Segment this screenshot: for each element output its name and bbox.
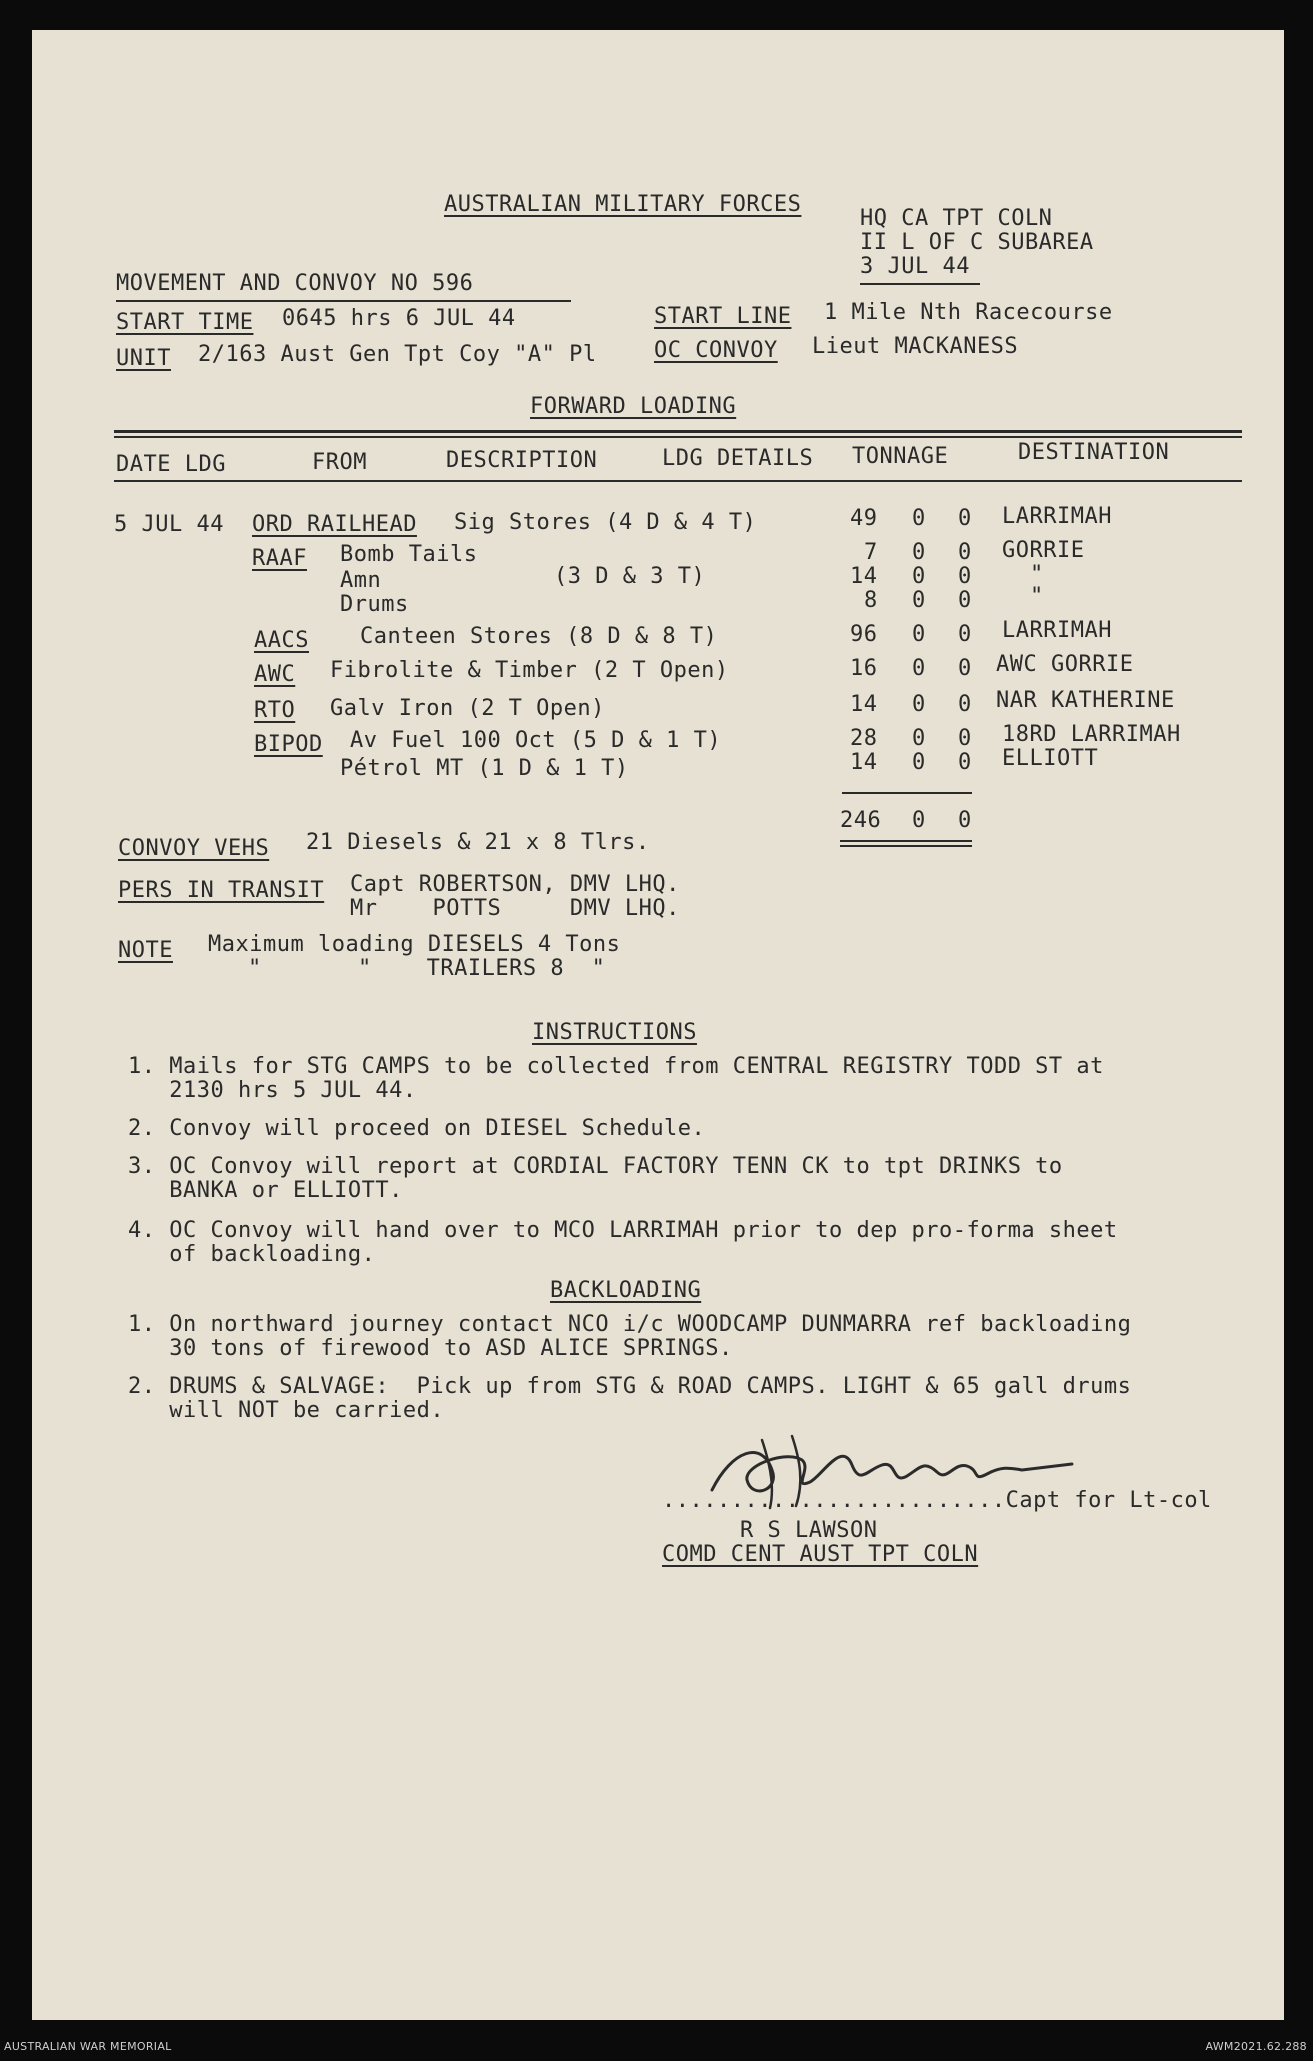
row-tons: 7 bbox=[864, 540, 878, 565]
hq-date: 3 JUL 44 bbox=[860, 254, 970, 279]
row-dest: " bbox=[1030, 584, 1044, 609]
row-dest: NAR KATHERINE bbox=[996, 688, 1175, 713]
row-from: BIPOD bbox=[254, 732, 323, 757]
row-cwt: 0 bbox=[912, 564, 926, 589]
row-cwt: 0 bbox=[912, 622, 926, 647]
row-desc: Drums bbox=[340, 592, 409, 617]
row-tons: 8 bbox=[864, 588, 878, 613]
row-cwt: 0 bbox=[912, 588, 926, 613]
start-line-value: 1 Mile Nth Racecourse bbox=[824, 300, 1113, 325]
row-qtr: 0 bbox=[958, 750, 972, 775]
row-tons: 49 bbox=[850, 506, 878, 531]
instructions-heading: INSTRUCTIONS bbox=[532, 1020, 697, 1045]
col-description: DESCRIPTION bbox=[446, 448, 598, 473]
backloading-line: 30 tons of firewood to ASD ALICE SPRINGS. bbox=[128, 1336, 733, 1361]
start-line-label: START LINE bbox=[654, 304, 792, 329]
row-qtr: 0 bbox=[958, 588, 972, 613]
instruction-line: 1. Mails for STG CAMPS to be collected from CENTRAL REGISTRY TODD ST at bbox=[128, 1054, 1104, 1079]
col-date-ldg: DATE LDG bbox=[116, 452, 226, 477]
table-top-rule-2 bbox=[114, 436, 1242, 438]
note-line-1: Maximum loading DIESELS 4 Tons bbox=[208, 932, 621, 957]
document-title: AUSTRALIAN MILITARY FORCES bbox=[444, 192, 802, 217]
table-header-rule bbox=[114, 480, 1242, 482]
row-tons: 14 bbox=[850, 564, 878, 589]
instruction-line: 2130 hrs 5 JUL 44. bbox=[128, 1078, 417, 1103]
hq-line-1: HQ CA TPT COLN bbox=[860, 206, 1053, 231]
row-detail: (3 D & 3 T) bbox=[554, 564, 706, 589]
convoy-vehs-value: 21 Diesels & 21 x 8 Tlrs. bbox=[306, 830, 650, 855]
backloading-line: will NOT be carried. bbox=[128, 1398, 445, 1423]
total-cwt: 0 bbox=[912, 808, 926, 833]
instruction-line: BANKA or ELLIOTT. bbox=[128, 1178, 403, 1203]
row-qtr: 0 bbox=[958, 656, 972, 681]
row-dest: ELLIOTT bbox=[1002, 746, 1099, 771]
row-desc: Sig Stores (4 D & 4 T) bbox=[454, 510, 757, 535]
row-dest: LARRIMAH bbox=[1002, 618, 1112, 643]
unit-label: UNIT bbox=[116, 346, 171, 371]
start-time-label: START TIME bbox=[116, 310, 254, 335]
row-desc: Fibrolite & Timber (2 T Open) bbox=[330, 658, 729, 683]
row-qtr: 0 bbox=[958, 726, 972, 751]
row-dest: GORRIE bbox=[1002, 538, 1085, 563]
row-from: AACS bbox=[254, 628, 309, 653]
total-tons: 246 bbox=[840, 808, 882, 833]
row-cwt: 0 bbox=[912, 656, 926, 681]
row-qtr: 0 bbox=[958, 692, 972, 717]
row-from: ORD RAILHEAD bbox=[252, 512, 417, 537]
signatory-title: COMD CENT AUST TPT COLN bbox=[662, 1542, 979, 1567]
convoy-vehs-label: CONVOY VEHS bbox=[118, 836, 270, 861]
row-desc: Canteen Stores (8 D & 8 T) bbox=[360, 624, 718, 649]
row-desc: Pétrol MT (1 D & 1 T) bbox=[340, 756, 629, 781]
row-qtr: 0 bbox=[958, 564, 972, 589]
total-bottom-rule bbox=[840, 840, 972, 842]
row-dest: 18RD LARRIMAH bbox=[1002, 722, 1181, 747]
backloading-line: 2. DRUMS & SALVAGE: Pick up from STG & ROAD CAMPS. LIGHT & 65 gall drums bbox=[128, 1374, 1132, 1399]
col-destination: DESTINATION bbox=[1018, 440, 1170, 465]
row-qtr: 0 bbox=[958, 622, 972, 647]
col-tonnage: TONNAGE bbox=[852, 444, 949, 469]
start-time-value: 0645 hrs 6 JUL 44 bbox=[282, 306, 516, 331]
row-qtr: 0 bbox=[958, 540, 972, 565]
footer-institution: AUSTRALIAN WAR MEMORIAL bbox=[4, 2040, 172, 2053]
instruction-line: 4. OC Convoy will hand over to MCO LARRIMAH prior to dep pro-forma sheet bbox=[128, 1218, 1118, 1243]
note-label: NOTE bbox=[118, 938, 173, 963]
row-desc: Amn bbox=[340, 568, 382, 593]
row-tons: 16 bbox=[850, 656, 878, 681]
oc-convoy-value: Lieut MACKANESS bbox=[812, 334, 1019, 359]
backloading-heading: BACKLOADING bbox=[550, 1278, 702, 1303]
movement-underline bbox=[116, 300, 571, 302]
backloading-line: 1. On northward journey contact NCO i/c WOODCAMP DUNMARRA ref backloading bbox=[128, 1312, 1132, 1337]
date-ldg-value: 5 JUL 44 bbox=[114, 512, 224, 537]
row-from: RAAF bbox=[252, 546, 307, 571]
note-line-2: " " TRAILERS 8 " bbox=[248, 956, 606, 981]
pers-in-transit-label: PERS IN TRANSIT bbox=[118, 878, 325, 903]
unit-value: 2/163 Aust Gen Tpt Coy "A" Pl bbox=[198, 342, 597, 367]
row-cwt: 0 bbox=[912, 750, 926, 775]
table-top-rule bbox=[114, 430, 1242, 433]
row-tons: 14 bbox=[850, 750, 878, 775]
document-page bbox=[32, 30, 1284, 2020]
total-top-rule bbox=[842, 792, 972, 794]
row-dest: LARRIMAH bbox=[1002, 504, 1112, 529]
total-bottom-rule-2 bbox=[840, 845, 972, 847]
signatory-name: R S LAWSON bbox=[740, 1518, 878, 1543]
row-cwt: 0 bbox=[912, 692, 926, 717]
hq-line-2: II L OF C SUBAREA bbox=[860, 230, 1094, 255]
hq-date-underline bbox=[860, 283, 980, 285]
col-from: FROM bbox=[312, 450, 367, 475]
row-desc: Av Fuel 100 Oct (5 D & 1 T) bbox=[350, 728, 722, 753]
instruction-line: 2. Convoy will proceed on DIESEL Schedule. bbox=[128, 1116, 706, 1141]
row-desc: Galv Iron (2 T Open) bbox=[330, 696, 605, 721]
footer-accession: AWM2021.62.288 bbox=[1205, 2040, 1307, 2053]
total-qtr: 0 bbox=[958, 808, 972, 833]
oc-convoy-label: OC CONVOY bbox=[654, 338, 778, 363]
movement-number: MOVEMENT AND CONVOY NO 596 bbox=[116, 271, 474, 296]
row-from: RTO bbox=[254, 698, 296, 723]
row-desc: Bomb Tails bbox=[340, 542, 478, 567]
row-tons: 96 bbox=[850, 622, 878, 647]
col-ldg-details: LDG DETAILS bbox=[662, 446, 814, 471]
row-tons: 14 bbox=[850, 692, 878, 717]
pers-in-transit-2: Mr POTTS DMV LHQ. bbox=[350, 896, 680, 921]
row-dest: AWC GORRIE bbox=[996, 652, 1134, 677]
row-from: AWC bbox=[254, 662, 296, 687]
row-cwt: 0 bbox=[912, 506, 926, 531]
instruction-line: of backloading. bbox=[128, 1242, 376, 1267]
row-cwt: 0 bbox=[912, 726, 926, 751]
row-cwt: 0 bbox=[912, 540, 926, 565]
pers-in-transit-1: Capt ROBERTSON, DMV LHQ. bbox=[350, 872, 680, 897]
forward-loading-heading: FORWARD LOADING bbox=[530, 394, 737, 419]
row-qtr: 0 bbox=[958, 506, 972, 531]
row-dest: " bbox=[1030, 562, 1044, 587]
row-tons: 28 bbox=[850, 726, 878, 751]
signature-dotted-line: .........................Capt for Lt-col bbox=[662, 1488, 1212, 1513]
instruction-line: 3. OC Convoy will report at CORDIAL FACTORY TENN CK to tpt DRINKS to bbox=[128, 1154, 1063, 1179]
